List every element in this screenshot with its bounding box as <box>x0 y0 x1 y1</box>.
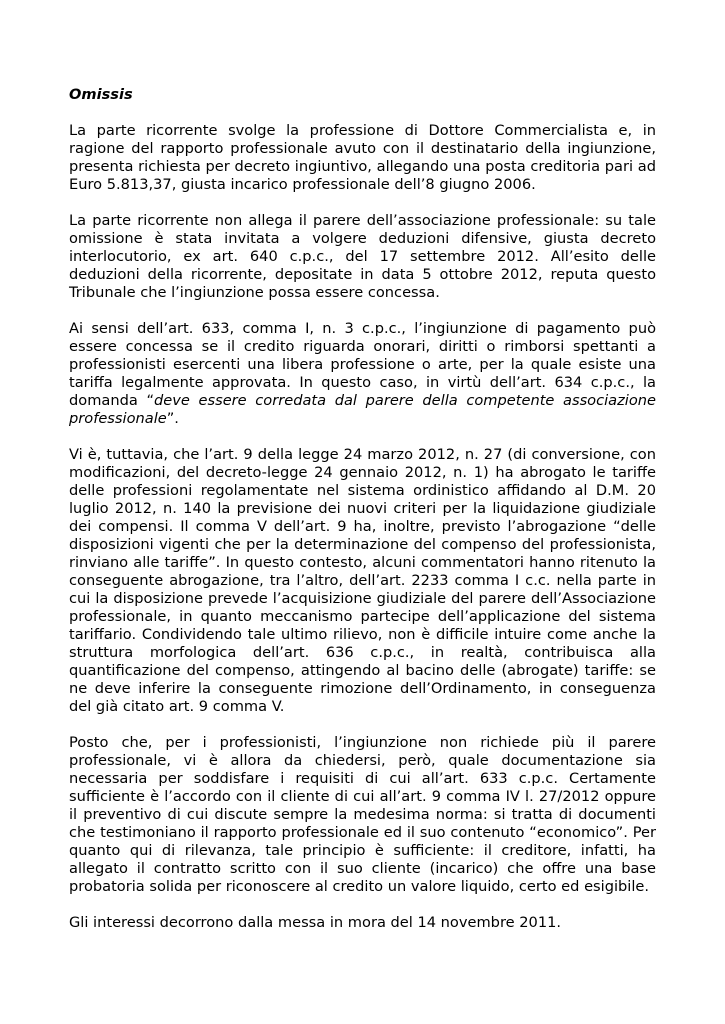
paragraph-abrogazione-tariffe: Vi è, tuttavia, che l’art. 9 della legge 24 marzo 2012, n. 27 (di conversione, con modificazioni, del decreto-legge 24 gennaio 2012, n. 1) ha abrogato le tariffe delle professioni regolamentate nel sistema ordinistico affidando al D.M. 20 luglio 2012, n. 140 la previsione dei nuovi criteri per la liquidazione giudiziale dei compensi. Il comma V dell’art. 9 ha, inoltre, previsto l’abrogazione “delle disposizioni vigenti che per la determinazione del compenso del professionista, rinviano alle tariffe”. In questo contesto, alcuni commentatori hanno ritenuto la conseguente abrogazione, tra l’altro, dell’art. 2233 comma I c.c. nella parte in cui la disposizione prevede l’acquisizione giudiziale del parere dell’Associazione professionale, in quanto meccanismo partecipe dell’applicazione del sistema tariffario. Condividendo tale ultimo rilievo, non è difficile intuire come anche la struttura morfologica dell’art. 636 c.p.c., in realtà, contribuisca alla quantificazione del compenso, attingendo al bacino delle (abrogate) tariffe: se ne deve inferire la conseguente rimozione dell’Ordinamento, in conseguenza del già citato art. 9 comma V. <box>69 446 656 715</box>
paragraph-art-633-text: Ai sensi dell’art. 633, comma I, n. 3 c.p.c., l’ingiunzione di pagamento può essere concessa se il credito riguarda onorari, diritti o rimborsi spettanti a professionisti esercenti una libera professione o arte, per la quale esiste una tariffa legalmente approvata. In questo caso, in virtù dell’art. 634 c.p.c., la domanda “ <box>69 320 656 409</box>
paragraph-ricorso: La parte ricorrente svolge la professione di Dottore Commercialista e, in ragione del rapporto professionale avuto con il destinatario della ingiunzione, presenta richiesta per decreto ingiuntivo, allegando una posta creditoria pari ad Euro 5.813,37, giusta incarico professionale dell’8 giugno 2006. <box>69 122 656 193</box>
paragraph-parere-mancante: La parte ricorrente non allega il parere dell’associazione professionale: su tale omissione è stata invitata a volgere deduzioni difensive, giusta decreto interlocutorio, ex art. 640 c.p.c., del 17 settembre 2012. All’esito delle deduzioni della ricorrente, depositate in data 5 ottobre 2012, reputa questo Tribunale che l’ingiunzione possa essere concessa. <box>69 212 656 301</box>
paragraph-art-633 <box>69 320 656 428</box>
paragraph-art-633-closing: ”. <box>166 410 179 427</box>
quoted-norm-text: deve essere corredata dal parere della competente associazione professionale <box>69 392 657 427</box>
paragraph-documentazione: Posto che, per i professionisti, l’ingiunzione non richiede più il parere professionale, vi è allora da chiedersi, però, quale documentazione sia necessaria per soddisfare i requisiti di cui all’art. 633 c.p.c. Certamente sufficiente è l’accordo con il cliente di cui all’art. 9 comma IV l. 27/2012 oppure il preventivo di cui discute sempre la medesima norma: si tratta di documenti che testimoniano il rapporto professionale ed il suo contenuto “economico”. Per quanto qui di rilevanza, tale principio è sufficiente: il creditore, infatti, ha allegato il contratto scritto con il suo cliente (incarico) che offre una base probatoria solida per riconoscere al credito un valore liquido, certo ed esigibile. <box>69 734 656 895</box>
paragraph-interessi: Gli interessi decorrono dalla messa in mora del 14 novembre 2011. <box>69 914 562 931</box>
document-heading: Omissis <box>69 86 133 103</box>
document-page <box>69 86 656 932</box>
